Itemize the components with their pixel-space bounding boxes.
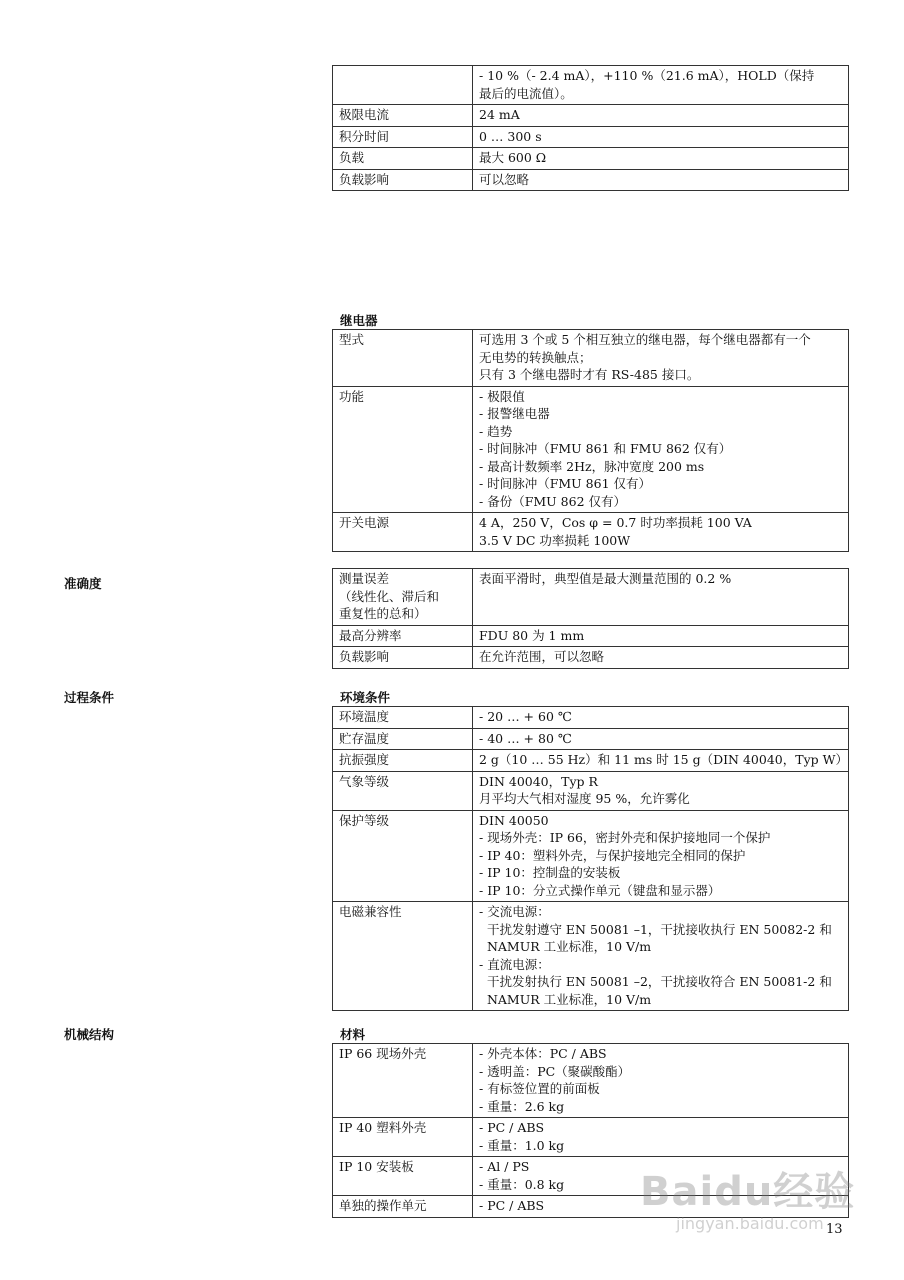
row-value-cell [473,647,849,669]
row-value-cell [473,169,849,191]
row-label: 气象等级 [339,773,390,789]
table-row [333,169,849,191]
table-row [333,126,849,148]
row-value-cell [473,66,849,105]
row-label: 环境温度 [339,709,390,724]
row-value-line: - IP 10：分立式操作单元（键盘和显示器） [479,882,721,898]
row-value-cell [473,750,849,772]
row-label-cell [333,647,473,669]
row-label-cell [333,148,473,170]
row-label: 极限电流 [339,107,390,122]
row-label-line: 最高分辨率 [339,627,402,643]
table-row [333,330,849,387]
row-value-line: - 现场外壳：IP 66，密封外壳和保护接地同一个保护 [479,830,771,845]
row-value-line: 4 A，250 V，Cos φ = 0.7 时功率损耗 100 VA [479,515,752,530]
row-label: IP 66 现场外壳 [339,1046,427,1061]
row-value-line: - PC / ABS [479,1120,545,1135]
watermark-url: jingyan.baidu.com [676,1214,824,1233]
row-label-cell [333,1044,473,1118]
row-label-cell [333,386,473,513]
row-label-cell [333,750,473,772]
row-value-cell [473,771,849,810]
row-value-cell [473,902,849,1011]
table-row [333,625,849,647]
row-value-line: 只有 3 个继电器时才有 RS-485 接口。 [479,367,700,382]
table-row [333,386,849,513]
row-label-cell [333,728,473,750]
relay-section-title: 继电器 [340,313,378,328]
row-value-line: NAMUR 工业标准，10 V/m [479,939,652,954]
row-label: 单独的操作单元 [339,1198,427,1213]
row-value-line: 最后的电流值）。 [479,85,573,101]
row-value-line: - 交流电源： [479,904,550,919]
row-value-line: 干扰发射执行 EN 50081 –2，干扰接收符合 EN 50081-2 和 [479,974,832,989]
row-value-line: DIN 40040，Typ R [479,773,598,789]
row-label: 型式 [339,332,365,347]
accuracy-spec-table [332,568,849,669]
table-row [333,810,849,902]
row-label-cell [333,902,473,1011]
row-label-cell [333,105,473,127]
row-label-cell [333,771,473,810]
row-value-line: - 报警继电器 [479,406,550,421]
table-row [333,902,849,1011]
row-value-line: - 重量：0.8 kg [479,1176,565,1192]
row-value-line: - 直流电源： [479,956,550,972]
row-value-line: - 透明盖：PC（聚碳酸酯） [479,1063,631,1079]
row-value-line: - 20 … + 60 ℃ [479,709,572,724]
table-row [333,1044,849,1118]
environment-section-title: 环境条件 [340,690,391,705]
row-value-cell [473,513,849,552]
row-label-line: （线性化、滞后和 [339,588,440,604]
row-label [339,67,466,85]
row-value-line: 干扰发射遵守 EN 50081 –1，干扰接收执行 EN 50082-2 和 [479,921,832,937]
table-row [333,148,849,170]
row-value-line: - Al / PS [479,1159,530,1174]
row-value-cell [473,569,849,626]
page-number: 13 [826,1222,843,1237]
output-spec-table [332,65,849,191]
table-row [333,66,849,105]
row-value-line: - IP 10：控制盘的安装板 [479,865,621,880]
row-label-cell [333,66,473,105]
row-label-cell [333,1196,473,1218]
process-side-title: 过程条件 [64,690,115,705]
watermark-logo: Baidu经验 [640,1169,856,1215]
row-label: 负载影响 [339,171,390,187]
row-label-cell [333,1157,473,1196]
row-value-line: 3.5 V DC 功率损耗 100W [479,532,631,548]
row-value-cell [473,707,849,729]
row-value-line: 可以忽略 [479,171,530,187]
accuracy-side-title: 准确度 [64,576,102,591]
row-label: IP 10 安装板 [339,1159,414,1174]
row-value-line: - 有标签位置的前面板 [479,1081,600,1096]
row-value-cell [473,330,849,387]
row-value-line: 月平均大气相对湿度 95 %，允许雾化 [479,791,690,806]
row-value-line: - 最高计数频率 2Hz，脉冲宽度 200 ms [479,458,705,474]
row-value-line: 2 g（10 … 55 Hz）和 11 ms 时 15 g（DIN 40040，Typ W） [479,752,848,767]
table-row [333,105,849,127]
row-value-line: FDU 80 为 1 mm [479,627,585,643]
relay-spec-table [332,329,849,552]
row-value-cell [473,148,849,170]
row-label: 保护等级 [339,812,390,828]
row-value-line: 0 … 300 s [479,128,542,144]
row-label: 贮存温度 [339,730,390,746]
row-label-cell [333,513,473,552]
row-value-cell [473,105,849,127]
row-label: 功能 [339,388,365,404]
table-row [333,1118,849,1157]
row-label: 负载 [339,150,365,165]
table-row [333,647,849,669]
row-label: 电磁兼容性 [339,904,402,919]
environment-spec-table [332,706,849,1011]
table-row [333,569,849,626]
row-label: 开关电源 [339,515,390,530]
row-value-line: 表面平滑时，典型值是最大测量范围的 0.2 % [479,571,732,586]
row-value-cell [473,810,849,902]
row-label-cell [333,126,473,148]
table-row [333,771,849,810]
row-value-cell [473,1118,849,1157]
row-label: IP 40 塑料外壳 [339,1120,427,1135]
row-label-line: 测量误差 [339,571,390,586]
row-label-line: 重复性的总和） [339,606,427,621]
row-value-line: - 40 … + 80 ℃ [479,730,572,746]
row-value-cell [473,126,849,148]
row-value-line: - 趋势 [479,423,513,439]
row-label-cell [333,169,473,191]
row-value-line: 无电势的转换触点； [479,349,592,365]
row-value-line: - 时间脉冲（FMU 861 和 FMU 862 仅有） [479,441,732,456]
row-value-line: - PC / ABS [479,1198,545,1213]
row-label-cell [333,810,473,902]
row-label-line: 负载影响 [339,649,390,664]
row-value-line: - 时间脉冲（FMU 861 仅有） [479,476,652,491]
row-value-line: - 备份（FMU 862 仅有） [479,493,627,509]
row-value-line: DIN 40050 [479,812,549,828]
row-label-cell [333,569,473,626]
row-label-cell [333,330,473,387]
row-label-cell [333,707,473,729]
row-value-line: - 极限值 [479,388,525,404]
row-value-line: - 10 %（- 2.4 mA），+110 %（21.6 mA），HOLD（保持 [479,68,815,83]
row-value-cell [473,728,849,750]
row-value-line: 可选用 3 个或 5 个相互独立的继电器，每个继电器都有一个 [479,332,811,347]
row-value-line: 24 mA [479,107,520,122]
row-value-line: - 外壳本体：PC / ABS [479,1046,607,1061]
row-value-line: 最大 600 Ω [479,150,547,165]
material-section-title: 材料 [340,1027,366,1042]
row-value-cell [473,386,849,513]
row-label: 积分时间 [339,128,390,144]
row-value-line: - 重量：2.6 kg [479,1098,565,1114]
row-value-line: 在允许范围，可以忽略 [479,649,605,664]
row-label-cell [333,625,473,647]
row-value-line: NAMUR 工业标准，10 V/m [479,991,652,1007]
row-value-line: - 重量：1.0 kg [479,1137,565,1153]
table-row [333,513,849,552]
table-row [333,707,849,729]
row-value-cell [473,1044,849,1118]
row-value-cell [473,625,849,647]
table-row [333,728,849,750]
table-row [333,750,849,772]
row-value-line: - IP 40：塑料外壳，与保护接地完全相同的保护 [479,847,746,863]
row-label-cell [333,1118,473,1157]
row-label: 抗振强度 [339,752,390,767]
mechanical-side-title: 机械结构 [64,1027,115,1042]
